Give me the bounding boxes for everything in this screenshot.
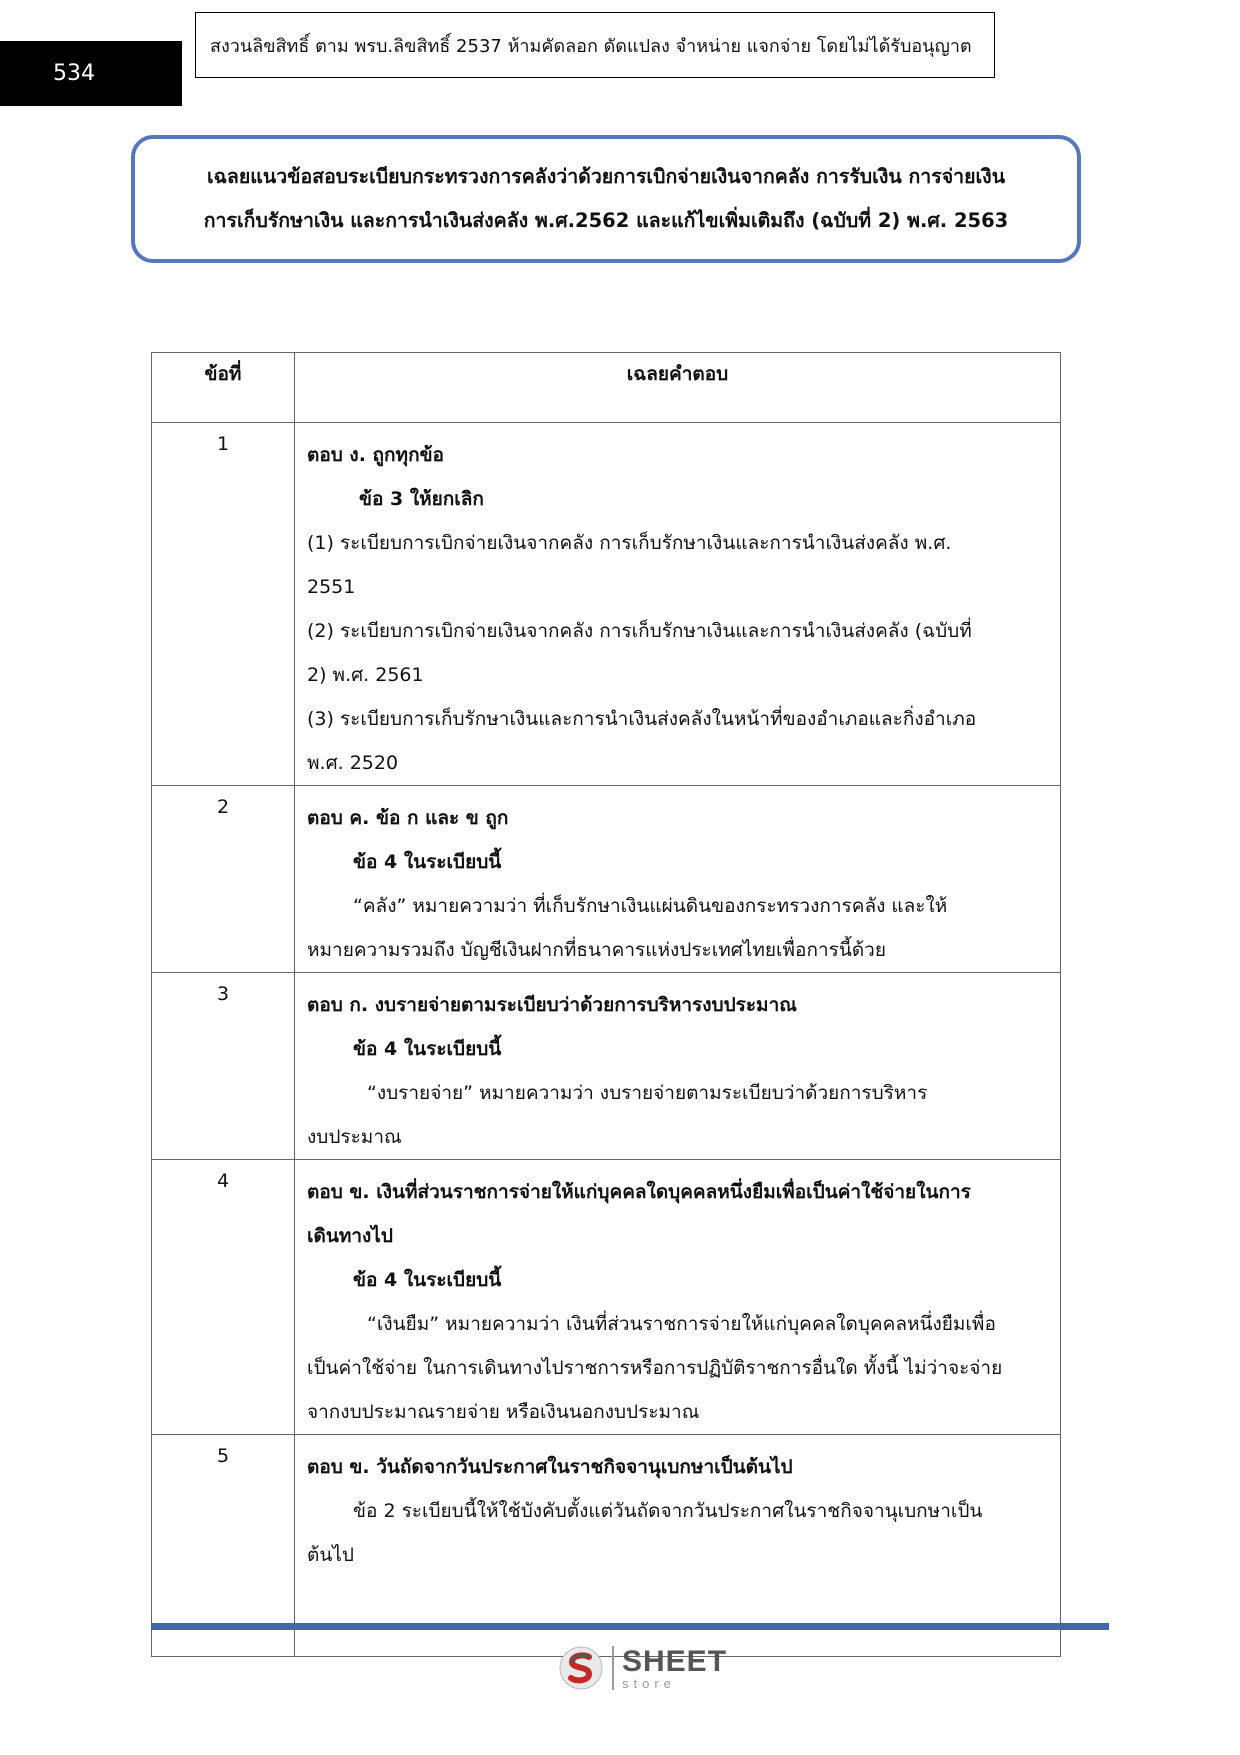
answer-line: ตอบ ง. ถูกทุกข้อ [307,444,444,466]
footer-divider [151,1623,1109,1630]
page-number-tab [0,41,182,106]
page-number: 534 [53,61,95,86]
answer-line: ข้อ 4 ในระเบียบนี้ [353,1269,502,1291]
answer-line: 2) พ.ศ. 2561 [307,664,424,686]
column-header-number: ข้อที่ [152,353,295,423]
answer-line: ข้อ 2 ระเบียบนี้ให้ใช้บังคับตั้งแต่วันถัดจากวันประกาศในราชกิจจานุเบกษาเป็น [353,1500,983,1522]
answer-line: ตอบ ก. งบรายจ่ายตามระเบียบว่าด้วยการบริหารงบประมาณ [307,994,797,1016]
answer-cell [295,1160,1061,1435]
row-number: 3 [152,973,295,1160]
answer-line: เดินทางไป [307,1225,393,1247]
answer-line: “เงินยืม” หมายความว่า เงินที่ส่วนราชการจ่ายให้แก่บุคคลใดบุคคลหนึ่งยืมเพื่อ [367,1313,996,1335]
row-number: 5 [152,1435,295,1657]
answer-line: พ.ศ. 2520 [307,752,399,774]
answer-line: ต้นไป [307,1544,354,1566]
title-line-2: การเก็บรักษาเงิน และการนำเงินส่งคลัง พ.ศ.2562 และแก้ไขเพิ่มเติมถึง (ฉบับที่ 2) พ.ศ. 2563 [203,209,1009,232]
logo-main-text: SHEET [622,1644,728,1678]
answer-line: ตอบ ข. เงินที่ส่วนราชการจ่ายให้แก่บุคคลใดบุคคลหนึ่งยืมเพื่อเป็นค่าใช้จ่ายในการ [307,1181,971,1203]
logo-separator [612,1646,614,1690]
table-row [152,423,1061,786]
answer-line: จากงบประมาณรายจ่าย หรือเงินนอกงบประมาณ [307,1401,700,1423]
sheet-logo-icon [558,1645,604,1691]
answer-line: “งบรายจ่าย” หมายความว่า งบรายจ่ายตามระเบียบว่าด้วยการบริหาร [367,1082,928,1104]
answer-cell [295,423,1061,786]
answer-line: งบประมาณ [307,1126,402,1148]
title-line-1: เฉลยแนวข้อสอบระเบียบกระทรวงการคลังว่าด้วยการเบิกจ่ายเงินจากคลัง การรับเงิน การจ่ายเงิน [206,165,1006,188]
answer-cell [295,973,1061,1160]
answer-line: (2) ระเบียบการเบิกจ่ายเงินจากคลัง การเก็บรักษาเงินและการนำเงินส่งคลัง (ฉบับที่ [307,620,972,642]
answer-table [151,352,1061,1657]
row-number: 2 [152,786,295,973]
document-title [131,135,1081,263]
answer-line: ตอบ ค. ข้อ ก และ ข ถูก [307,807,509,829]
table-row [152,786,1061,973]
answer-line: ข้อ 3 ให้ยกเลิก [359,488,484,510]
logo-text [622,1644,728,1691]
answer-cell [295,786,1061,973]
answer-line: หมายความรวมถึง บัญชีเงินฝากที่ธนาคารแห่งประเทศไทยเพื่อการนี้ด้วย [307,939,886,961]
copyright-text: สงวนลิขสิทธิ์ ตาม พรบ.ลิขสิทธิ์ 2537 ห้ามคัดลอก ดัดแปลง จำหน่าย แจกจ่าย โดยไม่ได้รับอนุญาต [210,35,972,57]
table-row [152,973,1061,1160]
table-header-row [152,353,1061,423]
answer-line: ข้อ 4 ในระเบียบนี้ [353,1038,502,1060]
answer-line: 2551 [307,576,356,598]
answer-line: ตอบ ข. วันถัดจากวันประกาศในราชกิจจานุเบกษาเป็นต้นไป [307,1456,793,1478]
answer-line: (1) ระเบียบการเบิกจ่ายเงินจากคลัง การเก็บรักษาเงินและการนำเงินส่งคลัง พ.ศ. [307,532,952,554]
answer-line: ข้อ 4 ในระเบียบนี้ [353,851,502,873]
answer-line: “คลัง” หมายความว่า ที่เก็บรักษาเงินแผ่นดินของกระทรวงการคลัง และให้ [353,895,948,917]
row-number: 4 [152,1160,295,1435]
copyright-notice [195,12,995,78]
column-header-answer: เฉลยคำตอบ [295,353,1061,423]
row-number: 1 [152,423,295,786]
sheet-store-logo [558,1645,727,1691]
answer-line: เป็นค่าใช้จ่าย ในการเดินทางไปราชการหรือการปฏิบัติราชการอื่นใด ทั้งนี้ ไม่ว่าจะจ่าย [307,1357,1003,1379]
table-row [152,1160,1061,1435]
logo-sub-text: store [622,1675,676,1691]
answer-line: (3) ระเบียบการเก็บรักษาเงินและการนำเงินส่งคลังในหน้าที่ของอำเภอและกิ่งอำเภอ [307,708,977,730]
